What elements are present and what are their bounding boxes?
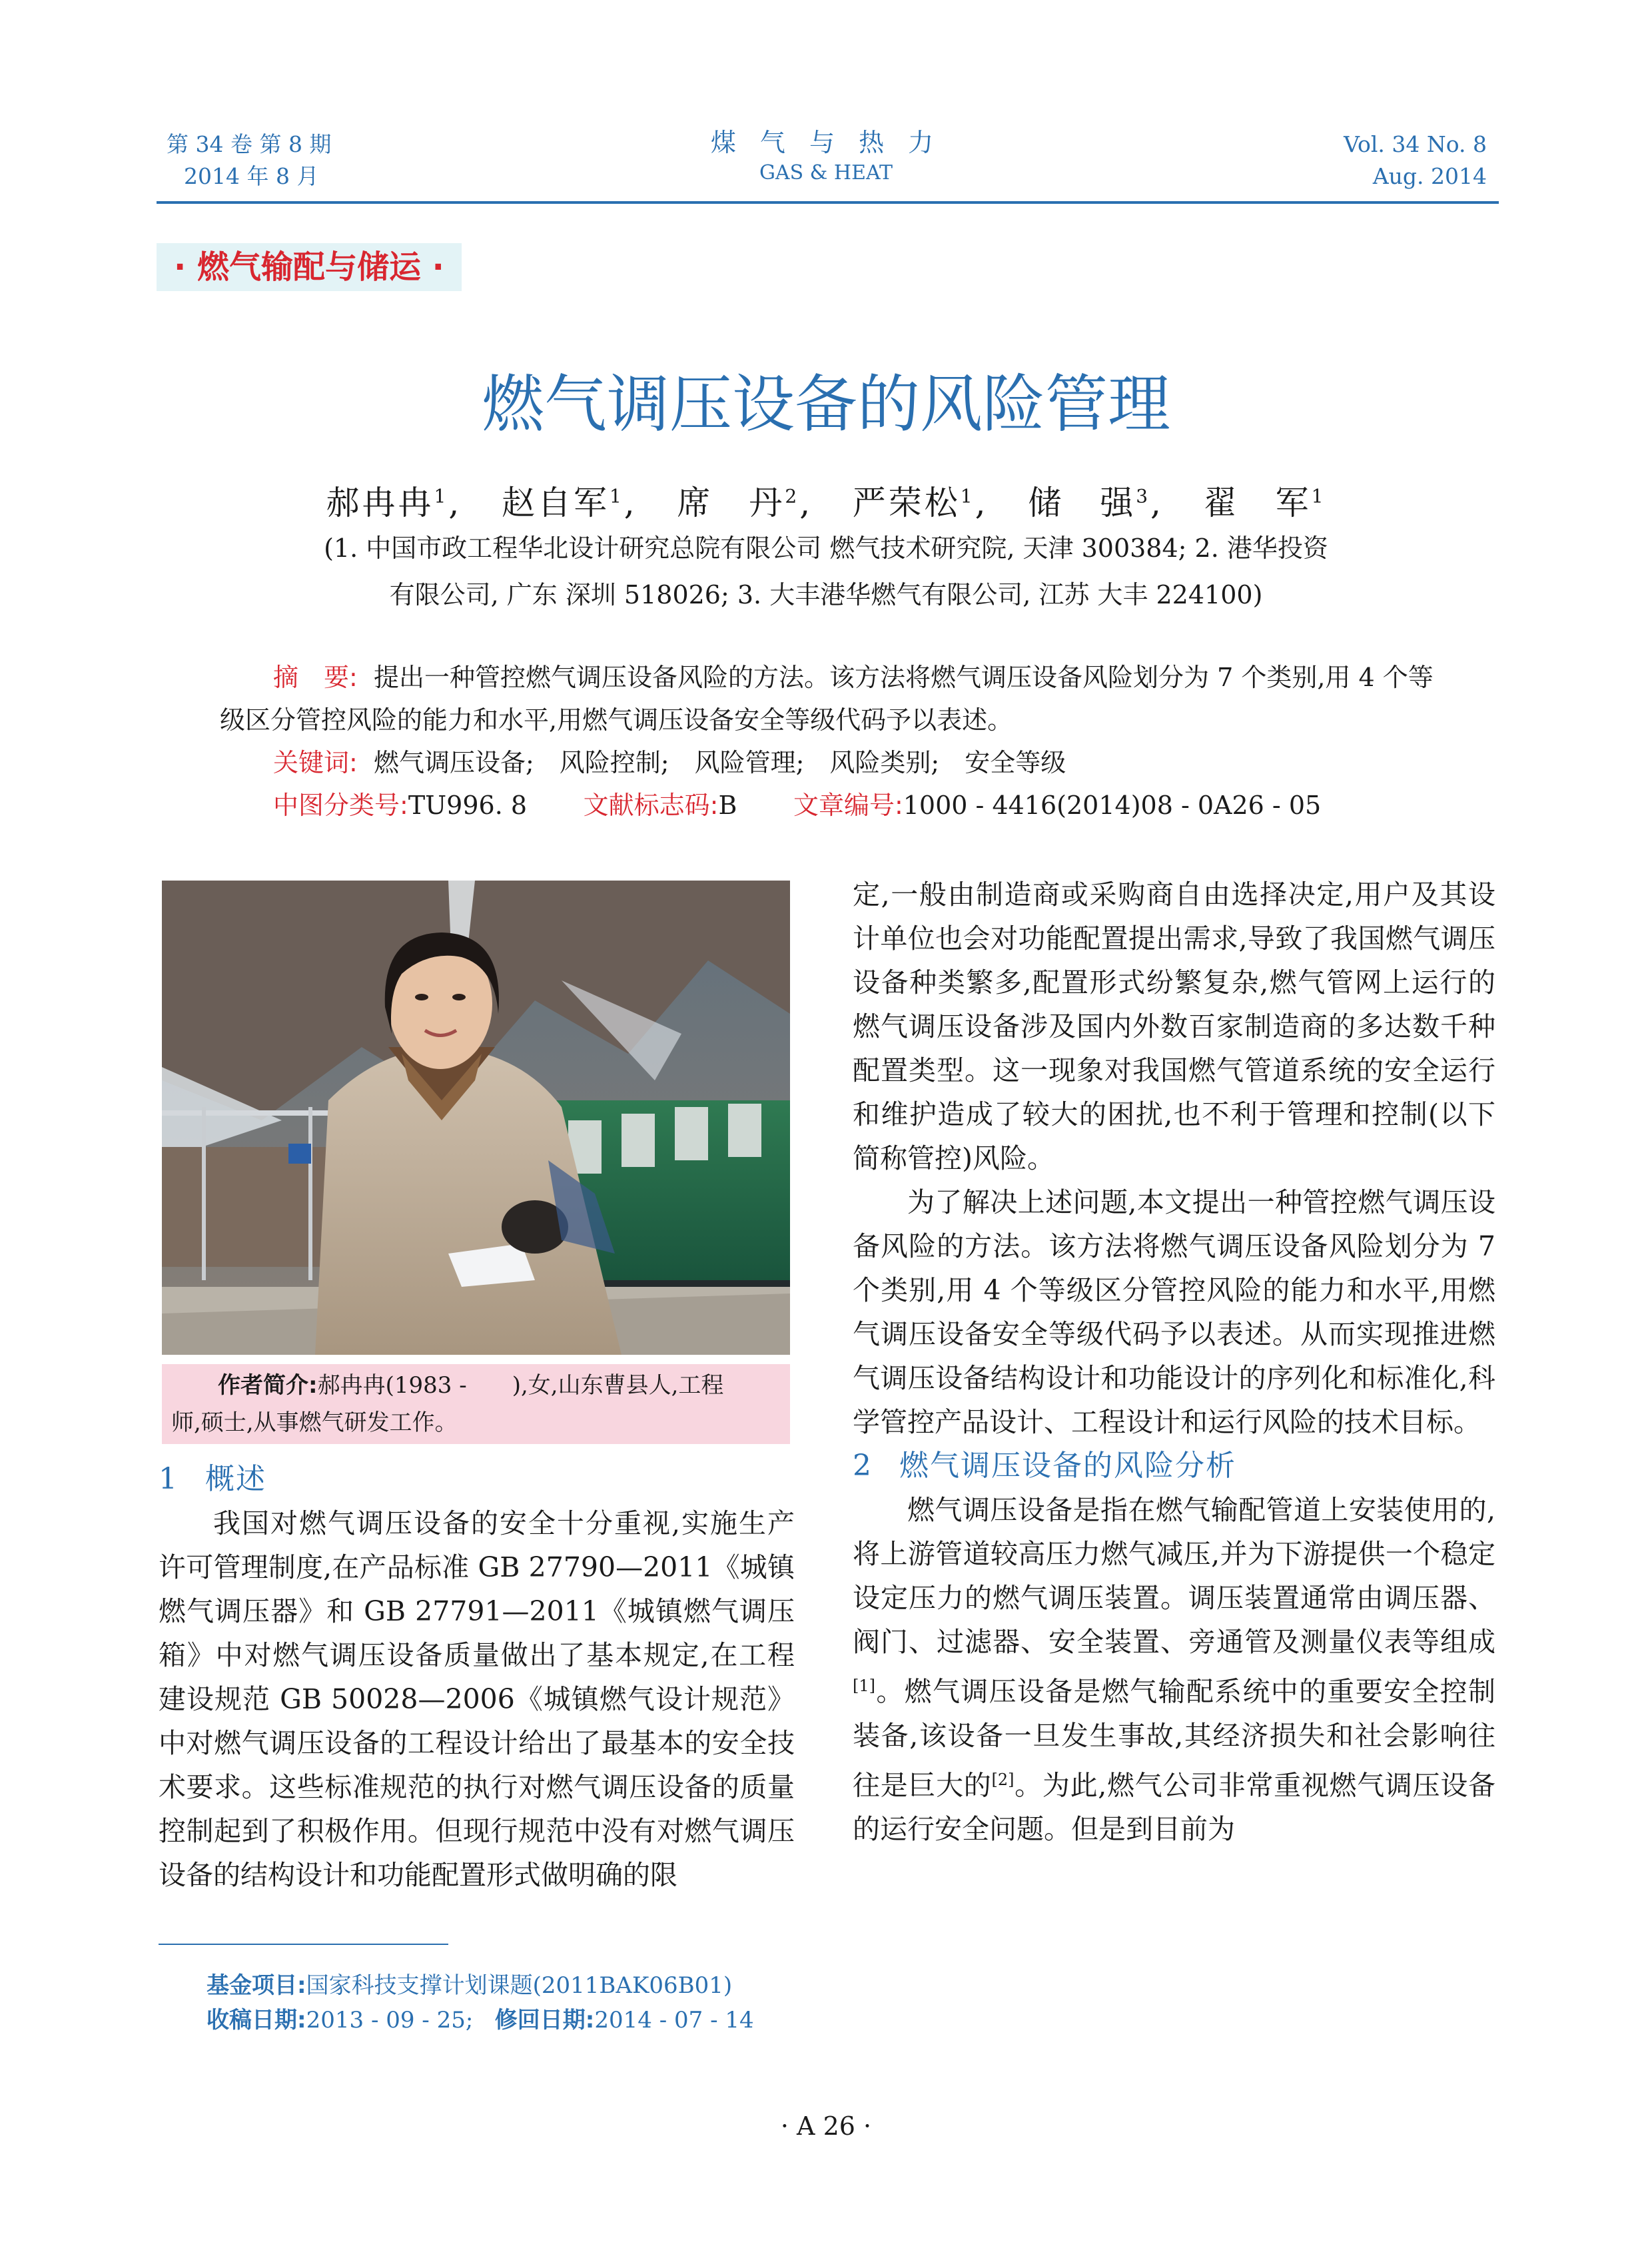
header-volume-en	[1344, 129, 1487, 192]
header-rule	[157, 201, 1499, 204]
journal-name-cn: 煤 气 与 热 力	[710, 128, 942, 157]
section-tag: · 燃气输配与储运 ·	[157, 243, 462, 291]
received-value: 2013 - 09 - 25;	[306, 2007, 474, 2034]
date-cn: 2014 年 8 月	[184, 163, 319, 189]
keywords-text: 燃气调压设备; 风险控制; 风险管理; 风险类别; 安全等级	[373, 748, 1066, 777]
author-list	[0, 473, 1652, 526]
author: 席 丹$^2$,	[677, 483, 813, 522]
date-en: Aug. 2014	[1372, 163, 1487, 189]
fund-label: 基金项目:	[206, 1972, 306, 1999]
volume-issue-cn: 第 34 卷 第 8 期	[167, 131, 332, 157]
section-number: 2	[853, 1449, 873, 1483]
paragraph: 为了解决上述问题,本文提出一种管控燃气调压设备风险的方法。该方法将燃气调压设备风险划分为 7 个类别,用 4 个等级区分管控风险的能力和水平,用燃气调压设备安全等级代码予以表述。从而实现推进燃气调压设备结构设计和功能设计的序列化和标准化,科学管控产品设计、工程设计和运行风险的技术目标。	[853, 1186, 1495, 1438]
citation: [2]	[991, 1770, 1015, 1789]
article-no-label: 文章编号:	[793, 791, 903, 820]
author: 赵自军$^1$,	[501, 483, 637, 522]
author: 严荣松$^1$,	[852, 483, 989, 522]
fund-line	[206, 1968, 754, 2003]
revised-value: 2014 - 07 - 14	[594, 2007, 754, 2034]
doc-code-label: 文献标志码:	[583, 791, 719, 820]
author-bio-caption	[162, 1364, 790, 1444]
fund-value: 国家科技支撑计划课题(2011BAK06B01)	[306, 1972, 733, 1999]
body-left-column	[159, 1457, 795, 1897]
bio-text: 师,硕士,从事燃气研发工作。	[171, 1409, 458, 1436]
author: 翟 军$^1$	[1203, 483, 1326, 522]
section-heading	[853, 1444, 1495, 1488]
keywords	[220, 741, 1452, 784]
citation: [1]	[853, 1677, 875, 1695]
dates-line	[206, 2003, 754, 2038]
revised-label: 修回日期:	[494, 2007, 595, 2034]
abstract-label: 摘 要:	[273, 663, 358, 692]
abstract-text: 提出一种管控燃气调压设备风险的方法。该方法将燃气调压设备风险划分为 7 个类别,用 4 个等级区分管控风险的能力和水平,用燃气调压设备安全等级代码予以表述。	[220, 663, 1434, 735]
body-right-column	[853, 873, 1495, 1851]
classification	[220, 784, 1452, 827]
received-label: 收稿日期:	[206, 2007, 306, 2034]
page-number: · A 26 ·	[780, 2111, 872, 2141]
volume-issue-en: Vol. 34 No. 8	[1344, 131, 1487, 157]
paragraph: 定,一般由制造商或采购商自由选择决定,用户及其设计单位也会对功能配置提出需求,导致了我国燃气调压设备种类繁多,配置形式纷繁复杂,燃气管网上运行的燃气调压设备涉及国内外数百家制造商的多达数千种配置类型。这一现象对我国燃气管道系统的安全运行和维护造成了较大的困扰,也不利于管理和控制(以下简称管控)风险。	[853, 879, 1495, 1174]
affiliation-line: (1. 中国市政工程华北设计研究总院有限公司 燃气技术研究院, 天津 300384; 2. 港华投资	[324, 534, 1328, 563]
doc-code-value: B	[718, 791, 737, 820]
section-number: 1	[159, 1462, 179, 1496]
author-photo	[162, 881, 790, 1355]
section-heading	[159, 1457, 795, 1501]
abstract	[220, 656, 1452, 741]
clc-value: TU996. 8	[408, 791, 528, 820]
bio-text: 郝冉冉(1983 - ),女,山东曹县人,工程	[317, 1372, 724, 1399]
paper-title: 燃气调压设备的风险管理	[481, 368, 1170, 441]
bio-label: 作者简介:	[218, 1372, 318, 1399]
affiliations	[246, 525, 1406, 618]
author: 郝冉冉$^1$,	[326, 483, 462, 522]
header-volume-cn	[167, 129, 331, 192]
clc-label: 中图分类号:	[273, 791, 408, 820]
paragraph: 燃气调压设备是指在燃气输配管道上安装使用的,将上游管道较高压力燃气减压,并为下游提供一个稳定设定压力的燃气调压装置。调压装置通常由调压器、阀门、过滤器、安全装置、旁通管及测量仪表等组成[1]。燃气调压设备是燃气输配系统中的重要安全控制装备,该设备一旦发生事故,其经济损失和社会影响往往是巨大的[2]。为此,燃气公司非常重视燃气调压设备的运行安全问题。但是到目前为	[853, 1494, 1496, 1846]
footnote-rule	[159, 1944, 448, 1945]
abstract-block	[220, 656, 1452, 827]
article-no-value: 1000 - 4416(2014)08 - 0A26 - 05	[903, 791, 1322, 820]
footnote	[206, 1968, 754, 2038]
keywords-label: 关键词:	[273, 748, 358, 777]
paragraph: 我国对燃气调压设备的安全十分重视,实施生产许可管理制度,在产品标准 GB 27790—2011《城镇燃气调压器》和 GB 27791—2011《城镇燃气调压箱》中对燃气调压设备质量做出了基本规定,在工程建设规范 GB 50028—2006《城镇燃气设计规范》中对燃气调压设备的工程设计给出了最基本的安全技术要求。这些标准规范的执行对燃气调压设备的质量控制起到了积极作用。但现行规范中没有对燃气调压设备的结构设计和功能配置形式做明确的限	[159, 1507, 795, 1891]
header-journal	[666, 125, 986, 187]
author: 储 强$^3$,	[1028, 483, 1164, 522]
section-title: 燃气调压设备的风险分析	[899, 1449, 1236, 1483]
section-title: 概述	[205, 1462, 266, 1496]
affiliation-line: 有限公司, 广东 深圳 518026; 3. 大丰港华燃气有限公司, 江苏 大丰 224100)	[389, 580, 1263, 609]
journal-name-en: GAS & HEAT	[759, 161, 893, 185]
